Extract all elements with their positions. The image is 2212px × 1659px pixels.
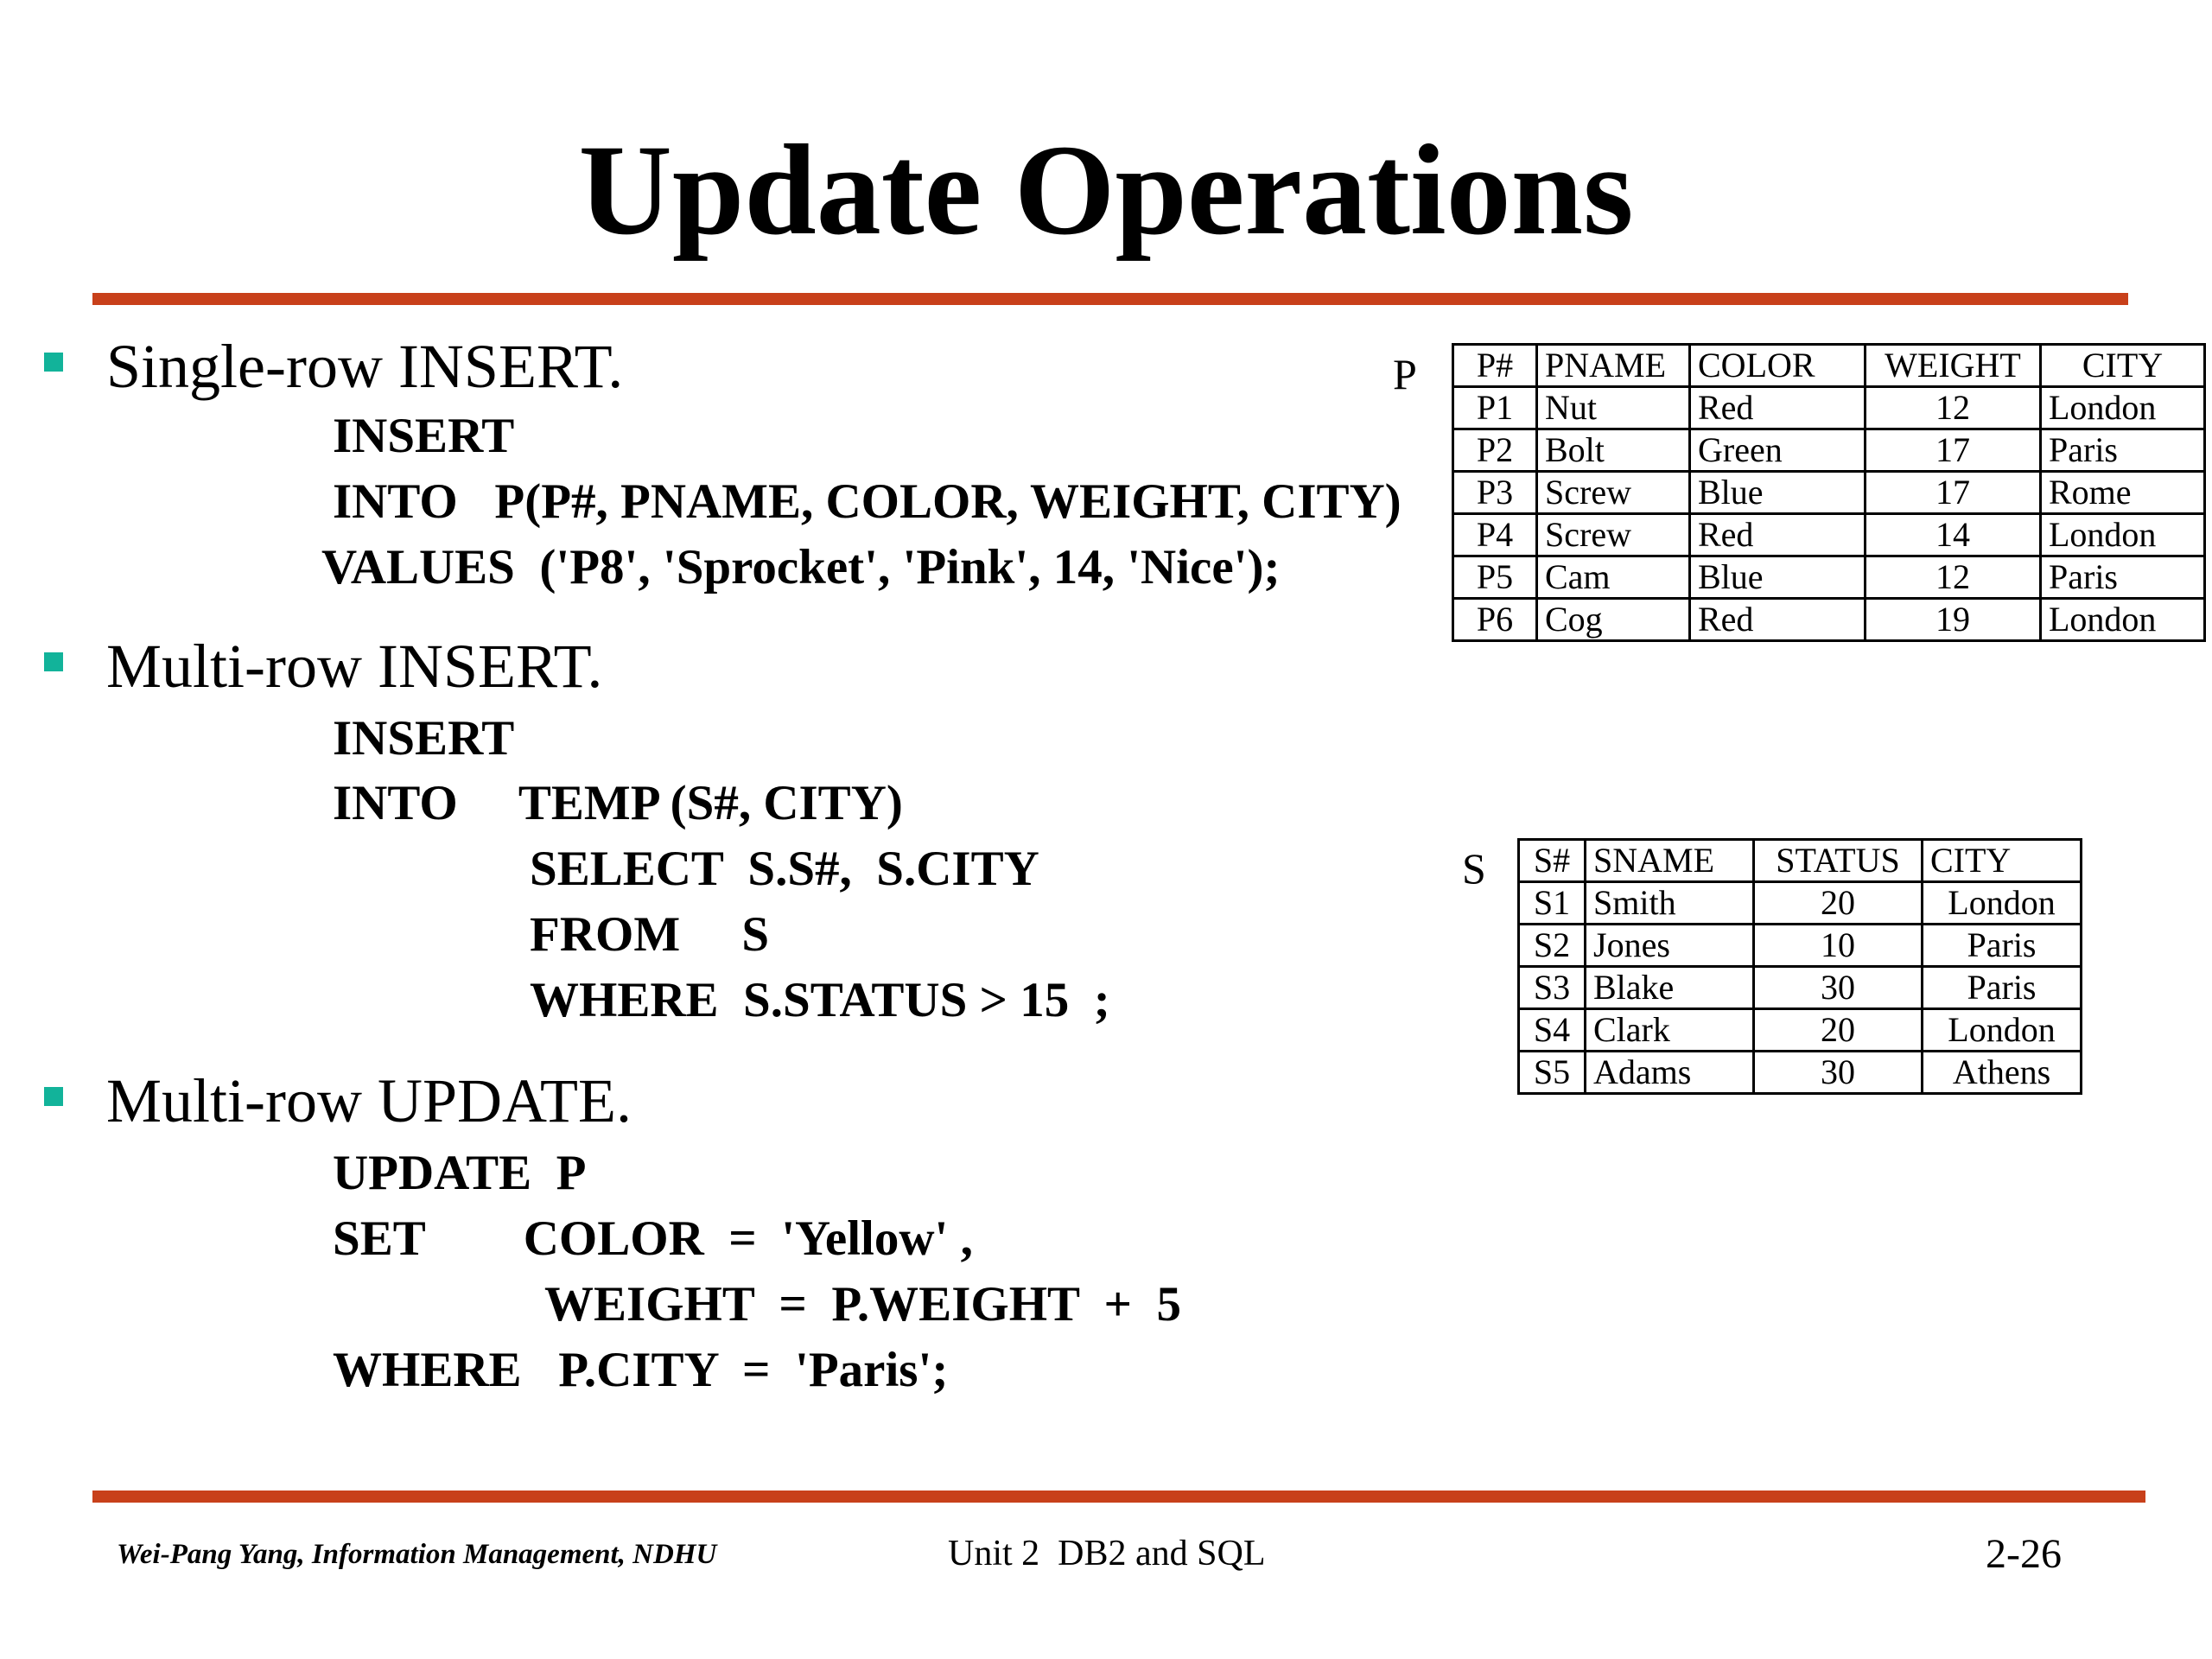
table-cell: 10 (1754, 925, 1923, 967)
section-heading-multi-update: Multi-row UPDATE. (106, 1066, 632, 1135)
table-cell: S3 (1519, 967, 1586, 1009)
section-heading-multi-insert: Multi-row INSERT. (106, 632, 603, 701)
table-header-row (1453, 345, 2205, 387)
table-cell: S5 (1519, 1052, 1586, 1094)
column-header: CITY (1923, 840, 2082, 882)
table-cell: Blue (1690, 556, 1866, 599)
column-header: WEIGHT (1866, 345, 2041, 387)
table-cell: S1 (1519, 882, 1586, 925)
table-cell: London (1923, 882, 2082, 925)
slide-title: Update Operations (578, 118, 1634, 262)
suppliers-table (1517, 838, 2082, 1095)
table-cell: Paris (2041, 429, 2205, 472)
column-header: S# (1519, 840, 1586, 882)
table-cell: 30 (1754, 1052, 1923, 1094)
code-line: INTO TEMP (S#, CITY) (333, 776, 903, 830)
table-cell: 19 (1866, 599, 2041, 641)
table-cell: Paris (2041, 556, 2205, 599)
table-row (1519, 925, 2082, 967)
code-line: WEIGHT = P.WEIGHT + 5 (544, 1277, 1182, 1332)
table-s-label: S (1462, 844, 1486, 893)
table-row (1453, 387, 2205, 429)
column-header: STATUS (1754, 840, 1923, 882)
table-cell: Smith (1586, 882, 1754, 925)
table-cell: P4 (1453, 514, 1537, 556)
table-cell: 20 (1754, 1009, 1923, 1052)
table-cell: 20 (1754, 882, 1923, 925)
table-row (1453, 472, 2205, 514)
table-row (1519, 882, 2082, 925)
table-cell: Paris (1923, 925, 2082, 967)
table-cell: P3 (1453, 472, 1537, 514)
footer-divider (92, 1491, 2145, 1503)
table-row (1453, 514, 2205, 556)
table-cell: P6 (1453, 599, 1537, 641)
code-line: WHERE S.STATUS > 15 ; (530, 973, 1110, 1027)
table-cell: 12 (1866, 556, 2041, 599)
table-cell: Green (1690, 429, 1866, 472)
table-cell: Screw (1537, 514, 1690, 556)
code-line: FROM S (530, 907, 770, 962)
code-line: UPDATE P (333, 1146, 587, 1200)
table-cell: Jones (1586, 925, 1754, 967)
column-header: P# (1453, 345, 1537, 387)
code-line: SET COLOR = 'Yellow' , (333, 1211, 973, 1266)
table-row (1453, 556, 2205, 599)
column-header: CITY (2041, 345, 2205, 387)
table-cell: Cam (1537, 556, 1690, 599)
footer-page-number: 2-26 (1986, 1531, 2062, 1577)
table-cell: London (1923, 1009, 2082, 1052)
code-line: SELECT S.S#, S.CITY (530, 842, 1039, 896)
title-divider (92, 293, 2128, 305)
code-line: INSERT (333, 711, 515, 766)
column-header: PNAME (1537, 345, 1690, 387)
table-cell: Red (1690, 599, 1866, 641)
table-cell: P5 (1453, 556, 1537, 599)
table-row (1519, 967, 2082, 1009)
table-row (1453, 599, 2205, 641)
table-cell: Red (1690, 514, 1866, 556)
footer-unit: Unit 2 DB2 and SQL (948, 1534, 1266, 1573)
bullet-icon (44, 1087, 63, 1106)
table-cell: London (2041, 387, 2205, 429)
table-row (1519, 1009, 2082, 1052)
table-row (1453, 429, 2205, 472)
table-cell: Screw (1537, 472, 1690, 514)
section-heading-single-insert: Single-row INSERT. (106, 332, 624, 401)
table-cell: S2 (1519, 925, 1586, 967)
bullet-icon (44, 353, 63, 372)
table-cell: S4 (1519, 1009, 1586, 1052)
footer-author: Wei-Pang Yang, Information Management, NDHU (117, 1539, 717, 1570)
table-cell: P2 (1453, 429, 1537, 472)
table-cell: Cog (1537, 599, 1690, 641)
table-cell: Rome (2041, 472, 2205, 514)
code-line: VALUES ('P8', 'Sprocket', 'Pink', 14, 'Nice'); (321, 540, 1281, 594)
code-line: INSERT (333, 409, 515, 463)
table-cell: 17 (1866, 429, 2041, 472)
column-header: COLOR (1690, 345, 1866, 387)
table-cell: Blue (1690, 472, 1866, 514)
code-line: INTO P(P#, PNAME, COLOR, WEIGHT, CITY) (333, 474, 1402, 529)
table-cell: Red (1690, 387, 1866, 429)
table-cell: Clark (1586, 1009, 1754, 1052)
table-cell: London (2041, 514, 2205, 556)
table-cell: 17 (1866, 472, 2041, 514)
table-cell: 12 (1866, 387, 2041, 429)
parts-table (1452, 343, 2206, 642)
table-cell: Athens (1923, 1052, 2082, 1094)
table-header-row (1519, 840, 2082, 882)
table-cell: Blake (1586, 967, 1754, 1009)
column-header: SNAME (1586, 840, 1754, 882)
table-cell: Bolt (1537, 429, 1690, 472)
table-cell: Paris (1923, 967, 2082, 1009)
table-cell: London (2041, 599, 2205, 641)
table-cell: 14 (1866, 514, 2041, 556)
table-p-label: P (1393, 350, 1417, 398)
table-cell: P1 (1453, 387, 1537, 429)
table-cell: 30 (1754, 967, 1923, 1009)
table-cell: Adams (1586, 1052, 1754, 1094)
bullet-icon (44, 652, 63, 671)
code-line: WHERE P.CITY = 'Paris'; (333, 1343, 949, 1397)
table-row (1519, 1052, 2082, 1094)
table-cell: Nut (1537, 387, 1690, 429)
